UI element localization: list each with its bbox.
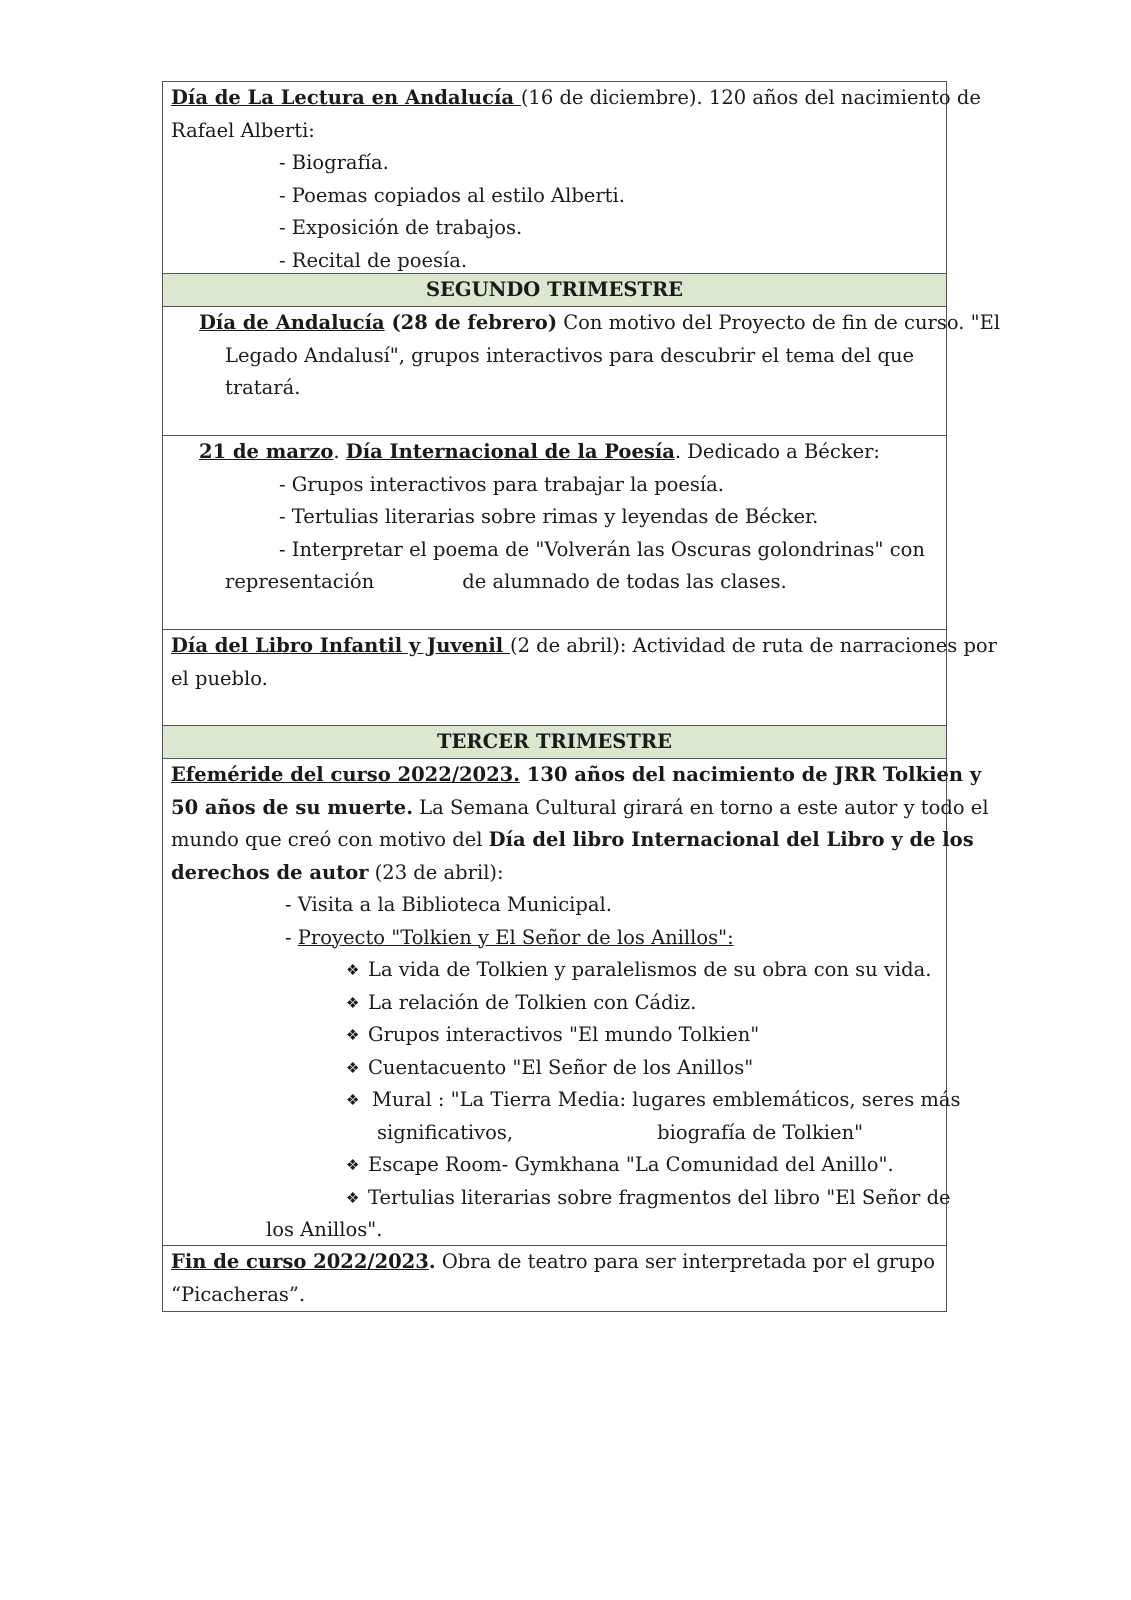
- andalucia-date: (28 de febrero): [384, 311, 558, 334]
- mural-text-2a: significativos,: [377, 1120, 514, 1144]
- lectura-item: - Recital de poesía.: [279, 248, 468, 272]
- fin-curso-text: Obra de teatro para ser interpretada por el grupo: [435, 1250, 935, 1273]
- proyecto-dash: -: [285, 925, 298, 949]
- andalucia-line-2: Legado Andalusí", grupos interactivos para descubrir el tema del que: [225, 343, 915, 367]
- poesia-date: 21 de marzo: [199, 440, 334, 463]
- star-item-text: Escape Room- Gymkhana "La Comunidad del Anillo".: [368, 1153, 894, 1176]
- diamond-bullet-icon: ❖: [346, 1026, 360, 1044]
- mural-text-1: Mural : "La Tierra Media: lugares emblemáticos, seres más: [372, 1088, 961, 1111]
- poesia-item: - Interpretar el poema de "Volverán las Oscuras golondrinas" con: [279, 537, 925, 561]
- diamond-bullet-icon: ❖: [346, 1188, 360, 1207]
- activities-table: [162, 81, 1001, 1312]
- star-item-text: La vida de Tolkien y paralelismos de su obra con su vida.: [368, 958, 932, 981]
- fin-curso-dot: .: [428, 1250, 436, 1273]
- star-item-mural: [171, 1084, 961, 1117]
- efemeride-line-4: [171, 857, 938, 890]
- efemeride-bold-3: Día del libro Internacional del Libro y de los: [488, 828, 974, 851]
- star-item: [171, 987, 938, 1020]
- star-item-text: La relación de Tolkien con Cádiz.: [368, 990, 697, 1014]
- lectura-item: - Biografía.: [279, 151, 389, 174]
- poesia-text: . Dedicado a Bécker:: [674, 440, 880, 463]
- efemeride-proyecto-line: [171, 922, 938, 955]
- efemeride-text-2: La Semana Cultural girará en torno a este autor y todo el: [412, 795, 989, 819]
- fin-curso-line-1: [171, 1246, 938, 1279]
- lectura-item: - Exposición de trabajos.: [279, 216, 523, 239]
- diamond-bullet-icon: ❖: [346, 1156, 360, 1174]
- diamond-bullet-icon: ❖: [346, 961, 360, 979]
- diamond-bullet-icon: ❖: [346, 1091, 360, 1109]
- star-item: [171, 954, 938, 987]
- andalucia-line-1: [171, 307, 1001, 340]
- efemeride-cell: [163, 758, 989, 1245]
- star-item: [171, 1182, 951, 1215]
- star-item: [171, 1149, 938, 1182]
- fin-curso-title: Fin de curso 2022/2023: [171, 1250, 429, 1273]
- andalucia-cell: [163, 306, 1001, 435]
- andalucia-title: Día de Andalucía: [199, 311, 385, 334]
- efemeride-text-3: mundo que creó con motivo del: [171, 828, 489, 851]
- lectura-cell: [163, 82, 981, 273]
- segundo-trimestre-header: SEGUNDO TRIMESTRE: [163, 273, 946, 306]
- andalucia-text: Con motivo del Proyecto de fin de curso. "El: [557, 311, 1001, 334]
- star-item: [171, 1019, 938, 1052]
- diamond-bullet-icon: ❖: [346, 1058, 360, 1077]
- star-item-text: Cuentacuento "El Señor de los Anillos": [368, 1055, 754, 1079]
- diamond-bullet-icon: ❖: [346, 993, 360, 1012]
- efemeride-bold-4: derechos de autor: [171, 860, 369, 884]
- libro-infantil-title: Día del Libro Infantil y Juvenil: [171, 634, 510, 657]
- lectura-line-2: Rafael Alberti:: [171, 118, 315, 142]
- libro-infantil-line-2: el pueblo.: [171, 666, 268, 690]
- libro-infantil-line-1: [171, 630, 997, 663]
- star-item-text: Grupos interactivos "El mundo Tolkien": [368, 1023, 760, 1046]
- poesia-line-1: [171, 436, 938, 469]
- poesia-title: Día Internacional de la Poesía: [345, 440, 675, 463]
- libro-infantil-cell: [163, 629, 997, 725]
- poesia-cont-a: representación: [225, 570, 375, 593]
- star-item-text: Tertulias literarias sobre fragmentos del libro "El Señor de: [368, 1185, 951, 1209]
- poesia-cell: [163, 435, 946, 629]
- fin-curso-line-2: “Picacheras”.: [171, 1282, 306, 1306]
- efemeride-line-1: [171, 759, 982, 792]
- poesia-dot: .: [333, 440, 346, 463]
- efemeride-visita: - Visita a la Biblioteca Municipal.: [285, 893, 612, 916]
- efemeride-text-4: (23 de abril):: [368, 860, 504, 884]
- andalucia-line-3: tratará.: [225, 376, 301, 399]
- star-item: [171, 1052, 938, 1085]
- libro-infantil-text: (2 de abril): Actividad de ruta de narraciones por: [509, 634, 997, 657]
- efemeride-bold-2: 50 años de su muerte.: [171, 795, 413, 819]
- fin-curso-cell: [163, 1245, 946, 1311]
- poesia-cont-b: de alumnado de todas las clases.: [462, 570, 787, 593]
- poesia-item: - Grupos interactivos para trabajar la poesía.: [279, 472, 724, 496]
- tercer-trimestre-header: TERCER TRIMESTRE: [163, 725, 946, 758]
- lectura-title: Día de La Lectura en Andalucía: [171, 86, 521, 109]
- efemeride-bold-1: 130 años del nacimiento de JRR Tolkien y: [520, 763, 982, 786]
- lectura-item: - Poemas copiados al estilo Alberti.: [279, 183, 625, 207]
- efemeride-line-2: [171, 792, 989, 825]
- efemeride-title: Efeméride del curso 2022/2023.: [171, 763, 521, 786]
- lectura-date: (16 de diciembre). 120 años del nacimiento de: [520, 86, 981, 109]
- lectura-line-1: [171, 82, 981, 115]
- mural-continuation: [171, 1117, 938, 1150]
- proyecto-title: Proyecto "Tolkien y El Señor de los Anillos":: [297, 925, 734, 949]
- tertulias-continuation: los Anillos".: [266, 1218, 383, 1241]
- poesia-item: - Tertulias literarias sobre rimas y leyendas de Bécker.: [279, 505, 819, 528]
- poesia-item-continuation: [171, 566, 938, 599]
- efemeride-line-3: [171, 824, 974, 857]
- mural-text-2b: biografía de Tolkien": [657, 1120, 864, 1144]
